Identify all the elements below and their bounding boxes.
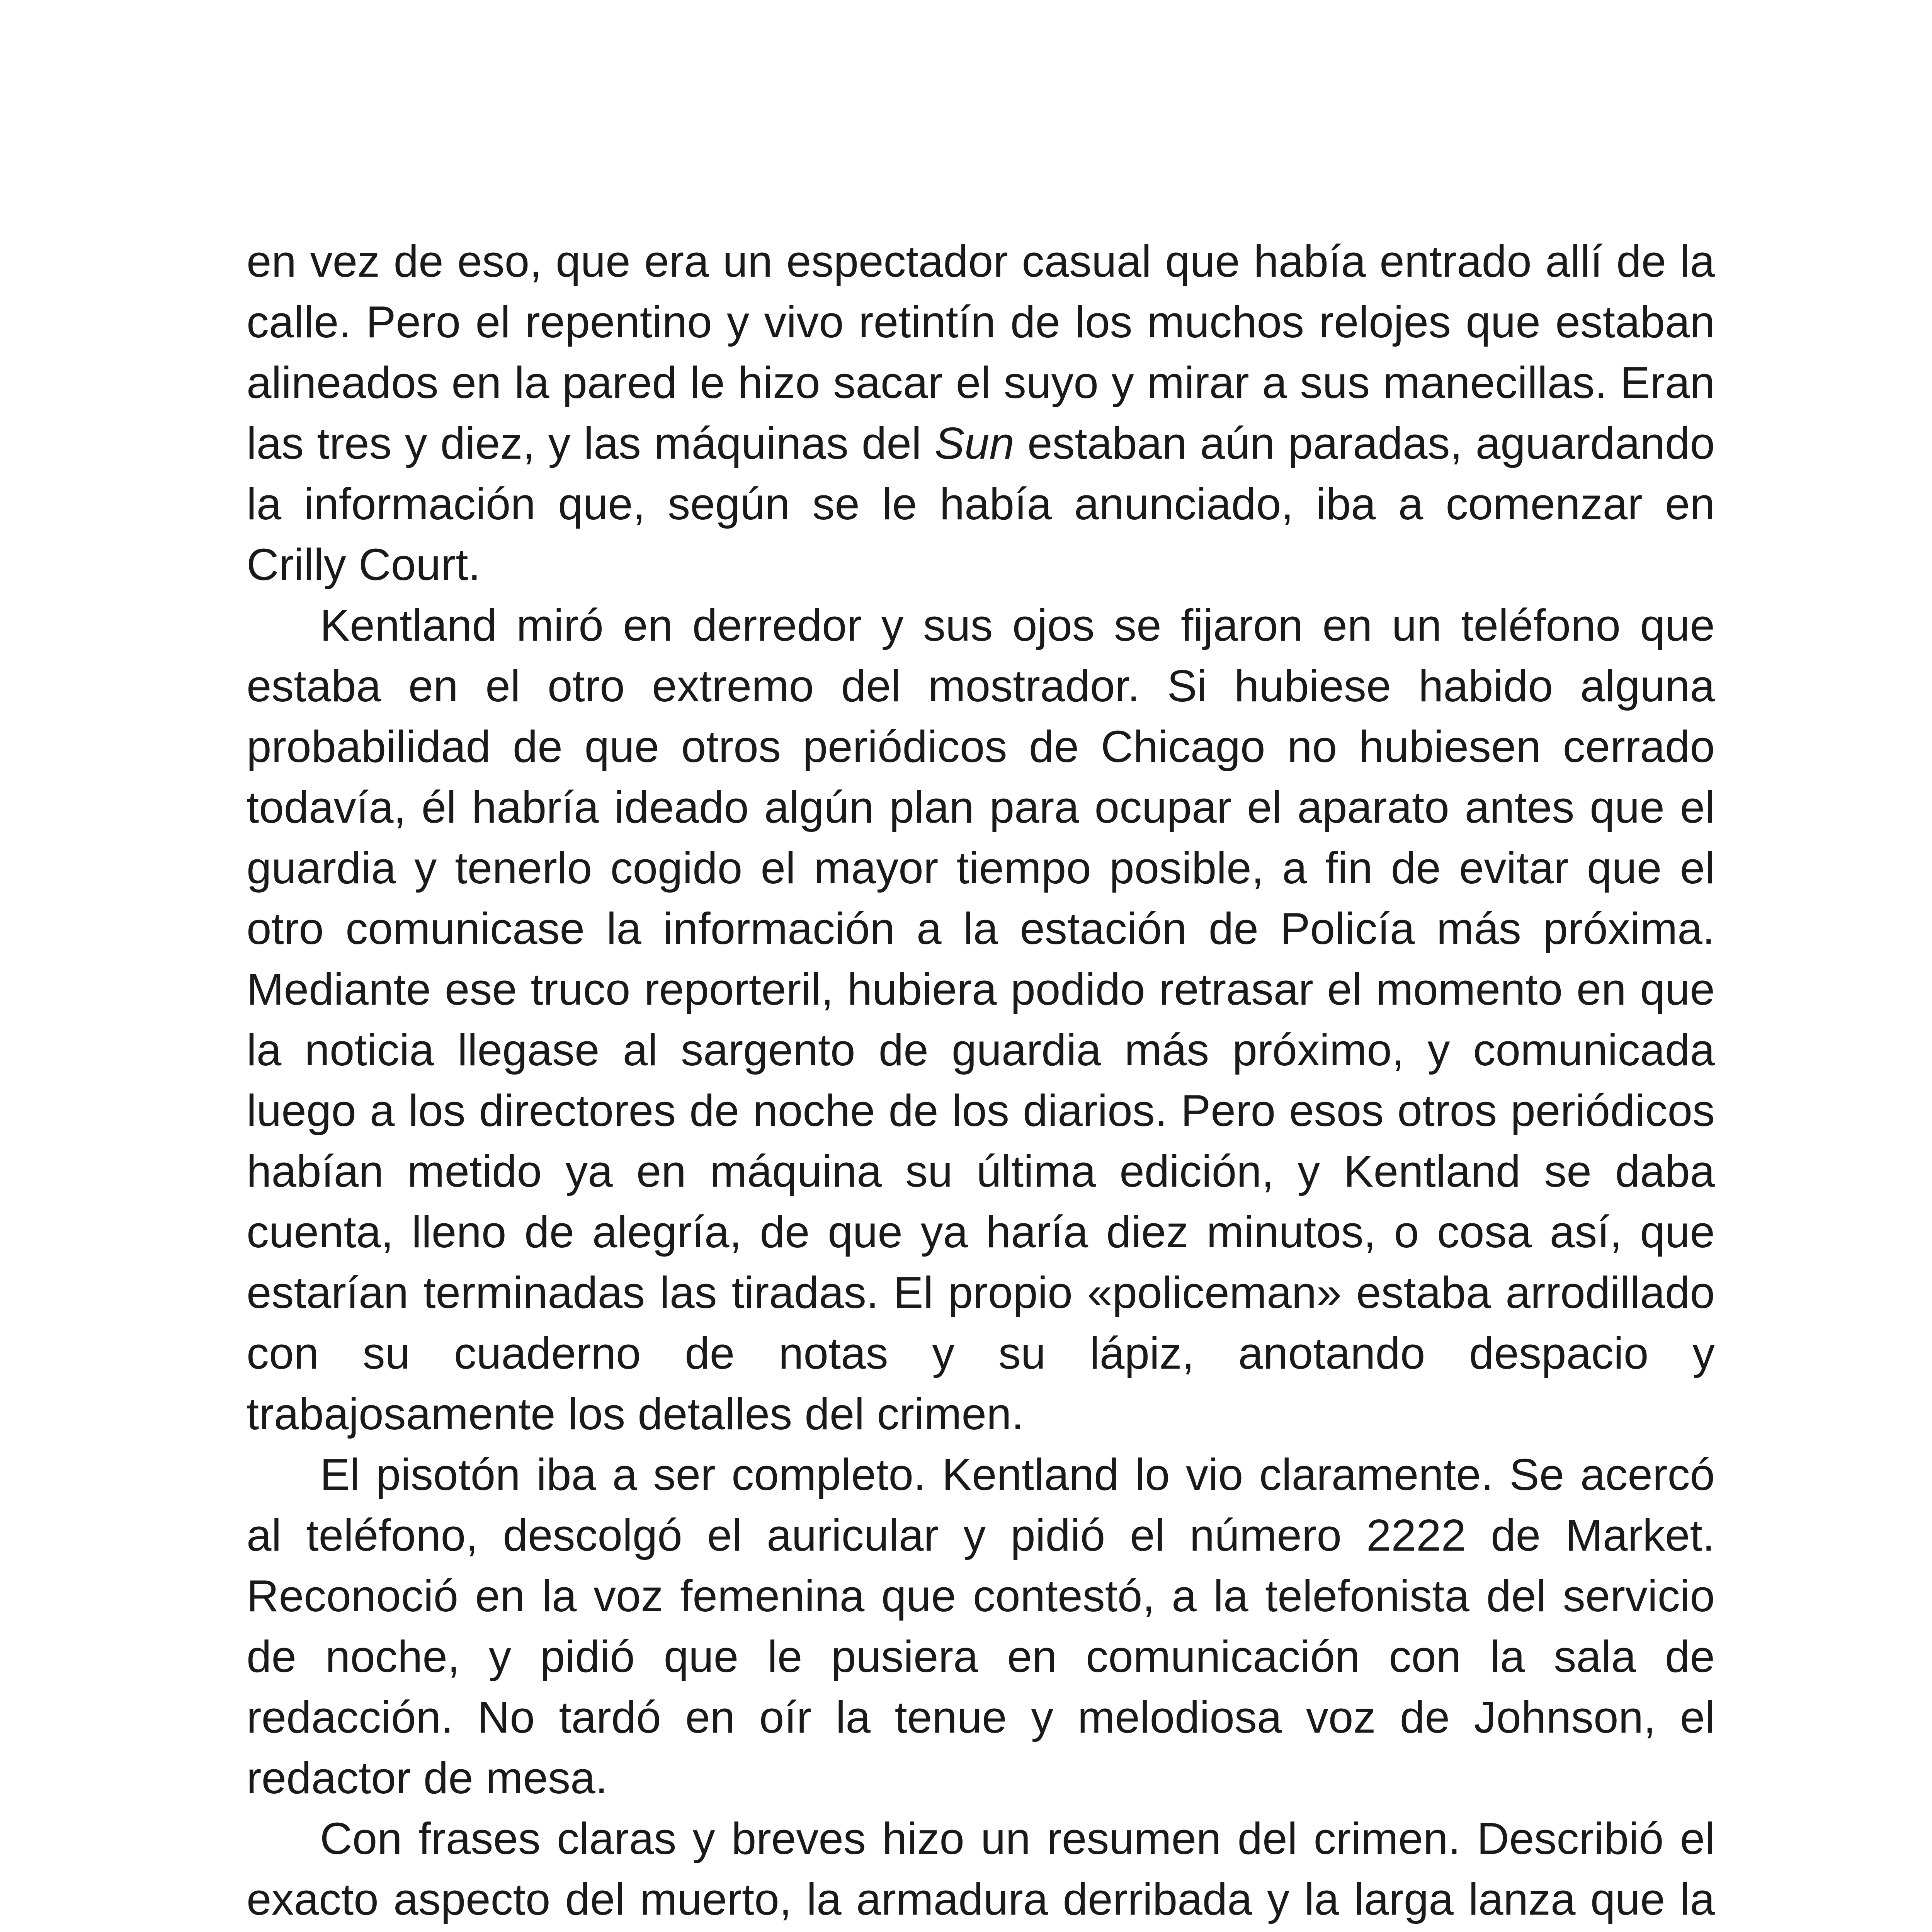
paragraph-4-text: Con frases claras y breves hizo un resumen del crimen. Describió el exacto aspecto del muerto, la armadura derribada y la larga lanza que la bbox=[247, 1813, 1715, 1924]
paragraph-3 bbox=[247, 1444, 1715, 1808]
paragraph-1-text-b: estaban aún paradas, aguardando la información que, según se le había anunciado, iba a comenzar en Crilly Court. bbox=[247, 418, 1715, 590]
paragraph-4 bbox=[247, 1808, 1715, 1932]
paragraph-2 bbox=[247, 595, 1715, 1444]
body-text bbox=[247, 231, 1715, 1932]
paragraph-3-text: El pisotón iba a ser completo. Kentland lo vio claramente. Se acercó al teléfono, descolgó el auricular y pidió el número 2222 de Market. Reconoció en la voz femenina que contestó, a la telefonista del servicio de noche, y pidió que le pusiera en comunicación con la sala de redacción. No tardó en oír la tenue y melodiosa voz de Johnson, el redactor de mesa. bbox=[247, 1449, 1715, 1803]
paragraph-1-text-a: en vez de eso, que era un espectador casual que había entrado allí de la calle. Pero el repentino y vivo retintín de los muchos relojes que estaban alineados en la pared le hizo sacar el suyo y mirar a sus manecillas. Eran las tres y diez, y las máquinas del bbox=[247, 236, 1715, 468]
paragraph-2-text: Kentland miró en derredor y sus ojos se fijaron en un teléfono que estaba en el otro extremo del mostrador. Si hubiese habido alguna probabilidad de que otros periódicos de Chicago no hubiesen cerrado todavía, él habría ideado algún plan para ocupar el aparato antes que el guardia y tenerlo cogido el mayor tiempo posible, a fin de evitar que el otro comunicase la información a la estación de Policía más próxima. Mediante ese truco reporteril, hubiera podido retrasar el momento en que la noticia llegase al sargento de guardia más próximo, y comunicada luego a los directores de noche de los diarios. Pero esos otros periódicos habían metido ya en máquina su última edición, y Kentland se daba cuenta, lleno de alegría, de que ya haría diez minutos, o cosa así, que estarían terminadas las tiradas. El propio «policeman» estaba arrodillado con su cuaderno de notas y su lápiz, anotando despacio y trabajosamente los detalles del crimen. bbox=[247, 600, 1715, 1439]
paragraph-1 bbox=[247, 231, 1715, 595]
newspaper-title-sun: Sun bbox=[934, 418, 1015, 468]
